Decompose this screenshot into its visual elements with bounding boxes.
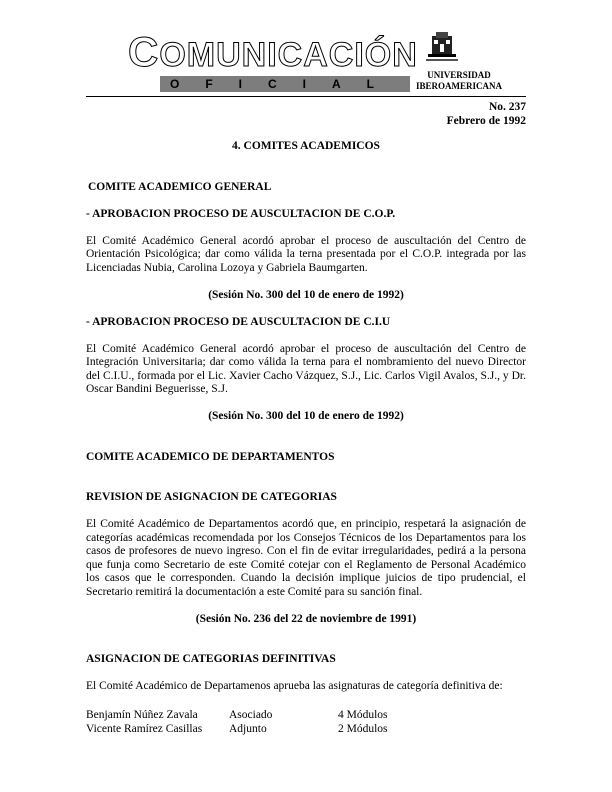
issue-info xyxy=(447,101,526,128)
university-line1: UNIVERSIDAD xyxy=(427,70,491,80)
departments-committee-heading: COMITE ACADEMICO DE DEPARTAMENTOS xyxy=(86,450,335,463)
logo-oficial-text: OFICIAL xyxy=(170,77,400,91)
university-emblem-icon xyxy=(422,30,462,66)
logo-initial: C xyxy=(128,28,160,75)
assignment-modules: 4 Módulos xyxy=(338,709,388,721)
ciu-item-body: El Comité Académico General acordó aprobar el proceso de auscultación del Centro de Integración Universitaria; dar como válida la terna para el nombramiento del nuevo Director del C.I.U., formada por el Lic. Xavier Cacho Vázquez, S.J., Lic. Carlos Vigil Avalos, S.J., y Dr. Oscar Bandini Beguerisse, S.J. xyxy=(86,342,526,395)
definitive-categories-title: ASIGNACION DE CATEGORIAS DEFINITIVAS xyxy=(86,653,336,665)
cop-item-title: - APROBACION PROCESO DE AUSCULTACION DE C.O.P. xyxy=(86,207,396,220)
university-name xyxy=(404,70,514,92)
assignment-modules: 2 Módulos xyxy=(338,722,388,735)
general-committee-heading: COMITE ACADEMICO GENERAL xyxy=(88,180,272,193)
assignment-name: Vicente Ramírez Casillas xyxy=(86,722,203,735)
definitive-categories-body: El Comité Académico de Departamenos aprueba las asignaturas de categoría definitiva de: xyxy=(86,680,503,692)
assignment-category: Adjunto xyxy=(229,722,267,735)
document-body xyxy=(86,140,526,694)
categories-review-session: (Sesión No. 236 del 22 de noviembre de 1991) xyxy=(195,612,417,625)
issue-number: No. 237 xyxy=(488,101,526,113)
logo-title-rest: OMUNICACIÓN xyxy=(159,36,418,74)
cop-item-session: (Sesión No. 300 del 10 de enero de 1992) xyxy=(208,288,404,301)
comunicacion-logo xyxy=(128,28,418,75)
university-line2: IBEROAMERICANA xyxy=(415,81,502,91)
cop-item-body: El Comité Académico General acordó aprobar el proceso de auscultación del Centro de Orientación Psicológica; dar como válida la terna presentada por el C.O.P. integrada por las Licenciadas Nubia, Carolina Lozoya y Gabriela Baumgarten. xyxy=(86,234,526,274)
masthead xyxy=(86,30,526,100)
masthead-rule xyxy=(86,96,526,97)
assignment-category: Asociado xyxy=(229,709,273,721)
ciu-item-session: (Sesión No. 300 del 10 de enero de 1992) xyxy=(208,410,404,422)
issue-date: Febrero de 1992 xyxy=(446,114,526,127)
categories-review-body: El Comité Académico de Departamentos acordó que, en principio, respetará la asignación de categorías académicas recomendada por los Consejos Técnicos de los Departamentos para los casos de profesores de nuevo ingreso. Con el fin de evitar irregularidades, pedirá a la persona que funja como Secretario de este Comité cotejar con el Reglamento de Personal Académico los casos que le corresponden. Cuando la decisión implique juicios de tipo prudencial, el Secretario remitirá la documentación a este Comité para su sanción final. xyxy=(86,518,526,598)
ciu-item-title: - APROBACION PROCESO DE AUSCULTACION DE C.I.U xyxy=(86,315,391,328)
categories-review-title: REVISION DE ASIGNACION DE CATEGORIAS xyxy=(86,491,337,503)
section-title: 4. COMITES ACADEMICOS xyxy=(232,140,380,152)
assignment-name: Benjamín Núñez Zavala xyxy=(86,709,198,721)
